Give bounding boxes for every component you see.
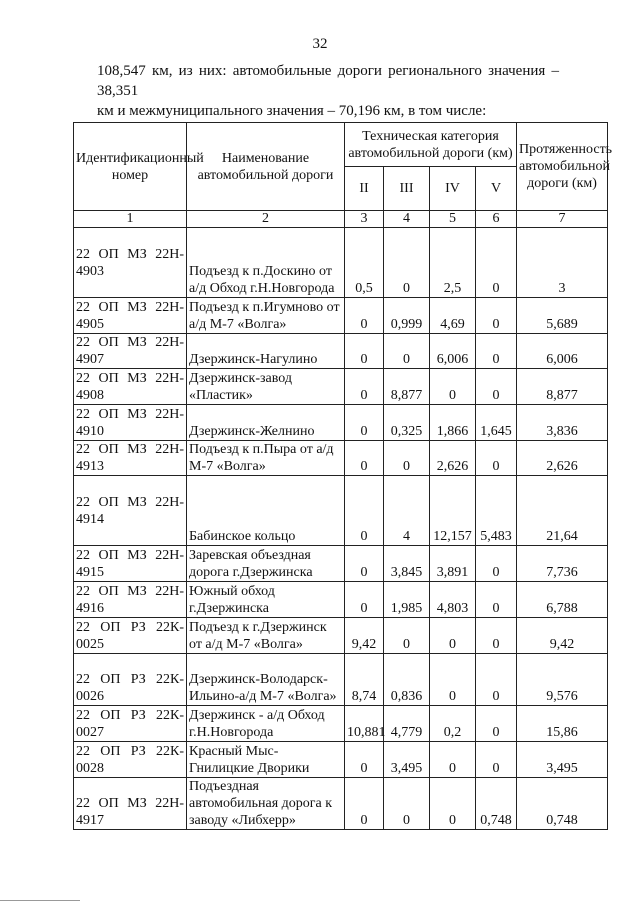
cat-ii-km: 0: [345, 334, 384, 369]
cat-ii-km: 0: [345, 369, 384, 405]
total-length-km: 6,006: [517, 334, 608, 369]
road-id: [74, 706, 187, 742]
road-name: Подъезд к п.Игумново от а/д М-7 «Волга»: [187, 298, 345, 334]
intro-line: км и межмуниципального значения – 70,196 км, в том числе:: [97, 103, 487, 119]
road-id-number: 4910: [76, 424, 104, 439]
cat-iv-km: 0: [430, 654, 476, 706]
cat-ii-km: 0: [345, 582, 384, 618]
col-number: 5: [430, 211, 476, 228]
road-id-prefix: 22 ОП РЗ 22К-: [76, 672, 184, 687]
cat-iv-km: 3,891: [430, 546, 476, 582]
road-id-prefix: 22 ОП РЗ 22К-: [76, 708, 184, 723]
cat-v-km: 0,748: [476, 778, 517, 830]
table-row: [74, 742, 608, 778]
cat-iv-km: 0: [430, 618, 476, 654]
cat-iv-km: 0,2: [430, 706, 476, 742]
table-row: [74, 405, 608, 441]
total-length-km: 6,788: [517, 582, 608, 618]
cat-v-km: 0: [476, 298, 517, 334]
cat-iii-km: 3,845: [384, 546, 430, 582]
road-id-prefix: 22 ОП РЗ 22К-: [76, 744, 184, 759]
col-number: 4: [384, 211, 430, 228]
road-id: [74, 334, 187, 369]
road-name: Дзержинск-завод «Пластик»: [187, 369, 345, 405]
intro-line: 108,547 км, из них: автомобильные дороги регионального значения – 38,351: [97, 63, 559, 99]
road-id-prefix: 22 ОП МЗ 22Н-: [76, 246, 184, 262]
cat-v-km: 0: [476, 654, 517, 706]
road-name: Южный обход г.Дзержинска: [187, 582, 345, 618]
cat-iii-km: 0: [384, 228, 430, 298]
header-cat-ii: II: [345, 167, 384, 211]
cat-ii-km: 0: [345, 298, 384, 334]
cat-ii-km: 0: [345, 405, 384, 441]
cat-iv-km: 4,69: [430, 298, 476, 334]
cat-iii-km: 3,495: [384, 742, 430, 778]
cat-v-km: 0: [476, 441, 517, 476]
road-id-number: 4916: [76, 601, 104, 616]
page-number: 32: [312, 36, 328, 52]
cat-v-km: 0: [476, 546, 517, 582]
scan-edge-mark: [0, 900, 80, 901]
col-number: 6: [476, 211, 517, 228]
road-id-number: 4908: [76, 388, 104, 403]
road-id-prefix: 22 ОП МЗ 22Н-: [76, 584, 184, 599]
cat-iii-km: 8,877: [384, 369, 430, 405]
cat-iii-km: 0,836: [384, 654, 430, 706]
col-number: 2: [187, 211, 345, 228]
table-row: [74, 476, 608, 546]
total-length-km: 0,748: [517, 778, 608, 830]
road-id: [74, 441, 187, 476]
cat-ii-km: 0: [345, 441, 384, 476]
cat-iii-km: 0,999: [384, 298, 430, 334]
cat-ii-km: 10,881: [345, 706, 384, 742]
cat-v-km: 0: [476, 582, 517, 618]
intro-paragraph: [97, 61, 559, 121]
road-id-number: 4905: [76, 317, 104, 332]
road-id-number: 4914: [76, 511, 104, 527]
road-name: Дзержинск-Володарск-Ильино-а/д М-7 «Волга»: [187, 654, 345, 706]
total-length-km: 2,626: [517, 441, 608, 476]
header-name: Наименование автомобильной дороги: [187, 123, 345, 211]
cat-ii-km: 0: [345, 476, 384, 546]
cat-v-km: 0: [476, 228, 517, 298]
header-id: Идентификационный номер: [74, 123, 187, 211]
cat-v-km: 0: [476, 334, 517, 369]
cat-iv-km: 1,866: [430, 405, 476, 441]
total-length-km: 15,86: [517, 706, 608, 742]
header-cat-iii: III: [384, 167, 430, 211]
road-id: [74, 476, 187, 546]
road-id-number: 4915: [76, 565, 104, 580]
total-length-km: 8,877: [517, 369, 608, 405]
road-name: Заревская объездная дорога г.Дзержинска: [187, 546, 345, 582]
road-id-number: 4907: [76, 352, 104, 367]
cat-iv-km: 2,5: [430, 228, 476, 298]
cat-iv-km: 0: [430, 778, 476, 830]
total-length-km: 9,576: [517, 654, 608, 706]
road-id: [74, 369, 187, 405]
road-name: Подъезд к г.Дзержинск от а/д М-7 «Волга»: [187, 618, 345, 654]
total-length-km: 3,495: [517, 742, 608, 778]
column-number-row: [74, 211, 608, 228]
total-length-km: 7,736: [517, 546, 608, 582]
road-id: [74, 405, 187, 441]
cat-v-km: 1,645: [476, 405, 517, 441]
header-cat-v: V: [476, 167, 517, 211]
table-row: [74, 298, 608, 334]
cat-ii-km: 0,5: [345, 228, 384, 298]
road-id-prefix: 22 ОП МЗ 22Н-: [76, 494, 184, 510]
cat-iv-km: 4,803: [430, 582, 476, 618]
cat-ii-km: 0: [345, 742, 384, 778]
table-row: [74, 546, 608, 582]
cat-ii-km: 0: [345, 778, 384, 830]
road-id: [74, 618, 187, 654]
cat-ii-km: 9,42: [345, 618, 384, 654]
table-row: [74, 654, 608, 706]
cat-v-km: 0: [476, 369, 517, 405]
cat-iii-km: 4,779: [384, 706, 430, 742]
cat-ii-km: 8,74: [345, 654, 384, 706]
table-row: [74, 369, 608, 405]
road-id-number: 0025: [76, 637, 104, 652]
total-length-km: 3: [517, 228, 608, 298]
cat-iii-km: 0: [384, 334, 430, 369]
cat-v-km: 0: [476, 706, 517, 742]
road-id-number: 0026: [76, 689, 104, 704]
cat-ii-km: 0: [345, 546, 384, 582]
col-number: 3: [345, 211, 384, 228]
road-id-prefix: 22 ОП МЗ 22Н-: [76, 335, 184, 350]
road-id-prefix: 22 ОП МЗ 22Н-: [76, 300, 184, 315]
road-id: [74, 228, 187, 298]
table-row: [74, 778, 608, 830]
header-category: Техническая категория автомобильной дороги (км): [345, 123, 517, 167]
road-id-number: 4917: [76, 813, 104, 828]
col-number: 1: [74, 211, 187, 228]
road-name: Бабинское кольцо: [187, 476, 345, 546]
cat-iii-km: 0: [384, 441, 430, 476]
road-id: [74, 582, 187, 618]
road-id-number: 0028: [76, 761, 104, 776]
table-row: [74, 334, 608, 369]
cat-iii-km: 0: [384, 618, 430, 654]
road-id-prefix: 22 ОП МЗ 22Н-: [76, 548, 184, 563]
header-length: Протяженность автомобильной дороги (км): [517, 123, 608, 211]
cat-iv-km: 12,157: [430, 476, 476, 546]
total-length-km: 5,689: [517, 298, 608, 334]
cat-iii-km: 0,325: [384, 405, 430, 441]
road-name: Дзержинск - а/д Обход г.Н.Новгорода: [187, 706, 345, 742]
road-name: Подъезд к п.Доскино от а/д Обход г.Н.Новгорода: [187, 228, 345, 298]
road-id: [74, 742, 187, 778]
cat-iv-km: 0: [430, 742, 476, 778]
header-cat-iv: IV: [430, 167, 476, 211]
road-id: [74, 654, 187, 706]
road-name: Дзержинск-Желнино: [187, 405, 345, 441]
cat-iii-km: 1,985: [384, 582, 430, 618]
road-id: [74, 298, 187, 334]
roads-table: [73, 122, 613, 830]
cat-iv-km: 2,626: [430, 441, 476, 476]
road-name: Подъезд к п.Пыра от а/д М-7 «Волга»: [187, 441, 345, 476]
road-id-prefix: 22 ОП МЗ 22Н-: [76, 371, 184, 386]
cat-iv-km: 6,006: [430, 334, 476, 369]
cat-iii-km: 0: [384, 778, 430, 830]
road-id: [74, 546, 187, 582]
road-id-prefix: 22 ОП МЗ 22Н-: [76, 407, 184, 422]
road-id: [74, 778, 187, 830]
total-length-km: 3,836: [517, 405, 608, 441]
table-row: [74, 706, 608, 742]
road-name: Дзержинск-Нагулино: [187, 334, 345, 369]
road-id-number: 4913: [76, 459, 104, 474]
table-row: [74, 228, 608, 298]
cat-v-km: 0: [476, 618, 517, 654]
total-length-km: 21,64: [517, 476, 608, 546]
road-id-number: 4903: [76, 263, 104, 279]
table-row: [74, 441, 608, 476]
road-id-number: 0027: [76, 725, 104, 740]
road-name: Красный Мыс-Гнилицкие Дворики: [187, 742, 345, 778]
road-id-prefix: 22 ОП МЗ 22Н-: [76, 796, 184, 811]
col-number: 7: [517, 211, 608, 228]
cat-iv-km: 0: [430, 369, 476, 405]
cat-v-km: 0: [476, 742, 517, 778]
road-name: Подъездная автомобильная дорога к заводу «Либхерр»: [187, 778, 345, 830]
cat-iii-km: 4: [384, 476, 430, 546]
road-id-prefix: 22 ОП РЗ 22К-: [76, 620, 184, 635]
road-id-prefix: 22 ОП МЗ 22Н-: [76, 442, 184, 457]
table-row: [74, 618, 608, 654]
total-length-km: 9,42: [517, 618, 608, 654]
cat-v-km: 5,483: [476, 476, 517, 546]
table-row: [74, 582, 608, 618]
